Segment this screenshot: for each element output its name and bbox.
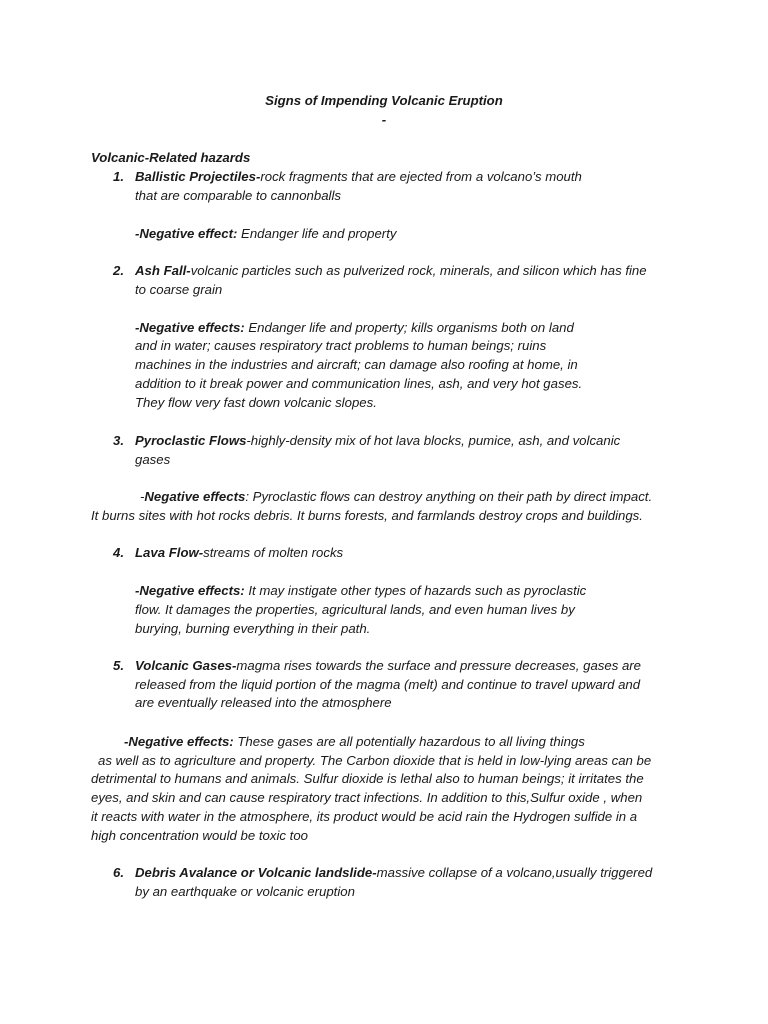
effect-text: flow. It damages the properties, agricultural lands, and even human lives by [135,602,575,617]
effect-text: addition to it break power and communication lines, ash, and very hot gases. [135,376,583,391]
item-desc: massive collapse of a volcano,usually triggered [376,865,653,880]
item-name: Ballistic Projectiles- [135,169,261,184]
item-name: Pyroclastic Flows [135,433,247,448]
item-1-effect [135,224,396,243]
effect-text: Endanger life and property; kills organisms both on land [244,320,574,335]
item-desc: magma rises towards the surface and pressure decreases, gases are [236,658,642,673]
item-5-effect [124,732,585,751]
effect-label: -Negative effects: [124,734,234,749]
item-desc: streams of molten rocks [203,545,344,560]
item-desc: volcanic particles such as pulverized rock, minerals, and silicon which has fine [190,263,647,278]
effect-label: Negative effects [144,489,246,504]
item-2-line-1 [135,261,647,280]
item-6-line-1 [135,863,652,882]
item-desc: are eventually released into the atmosphere [135,695,392,710]
item-desc: that are comparable to cannonballs [135,188,342,203]
effect-text: burying, burning everything in their path. [135,621,371,636]
effect-text: eyes, and skin and can cause respiratory tract infections. In addition to this,Sulfur oxide , when [91,790,643,805]
effect-text: detrimental to humans and animals. Sulfur dioxide is lethal also to human beings; it irritates the [91,771,644,786]
item-number: 2. [113,263,124,278]
title-dash: - [381,112,387,127]
effect-text: : Pyroclastic flows can destroy anything on their path by direct impact. [245,489,653,504]
item-desc: gases [135,452,171,467]
item-name: Lava Flow- [135,545,204,560]
effect-text: and in water; causes respiratory tract problems to human beings; ruins [135,338,547,353]
item-desc: by an earthquake or volcanic eruption [135,884,355,899]
item-4-effect [135,581,586,600]
item-desc: released from the liquid portion of the magma (melt) and continue to travel upward and [135,677,641,692]
effect-text: It burns sites with hot rocks debris. It burns forests, and farmlands destroy crops and buildings. [91,508,643,523]
effect-label: -Negative effects: [135,583,245,598]
item-name: Debris Avalance or Volcanic landslide- [135,865,377,880]
document-title: Signs of Impending Volcanic Eruption [265,93,503,108]
effect-label: -Negative effects: [135,320,245,335]
item-desc: -highly-density mix of hot lava blocks, pumice, ash, and volcanic [246,433,621,448]
item-name: Volcanic Gases- [135,658,237,673]
effect-label: -Negative effect: [135,226,238,241]
effect-text: high concentration would be toxic too [91,828,309,843]
effect-text: These gases are all potentially hazardous to all living things [233,734,585,749]
item-5-line-1 [135,656,641,675]
item-number: 1. [113,169,124,184]
item-3-line-1 [135,431,620,450]
item-4-line-1 [135,543,343,562]
effect-text: They flow very fast down volcanic slopes. [135,395,377,410]
item-3-effect [140,487,652,506]
effect-text: It may instigate other types of hazards such as pyroclastic [244,583,587,598]
item-desc: rock fragments that are ejected from a volcano’s mouth [260,169,582,184]
effect-text: machines in the industries and aircraft; can damage also roofing at home, in [135,357,578,372]
item-number: 3. [113,433,124,448]
effect-text: Endanger life and property [237,226,397,241]
effect-text: as well as to agriculture and property. The Carbon dioxide that is held in low-lying areas can be [98,753,652,768]
item-number: 5. [113,658,124,673]
item-number: 6. [113,865,124,880]
item-desc: to coarse grain [135,282,223,297]
effect-text: it reacts with water in the atmosphere, its product would be acid rain the Hydrogen sulfide in a [91,809,638,824]
item-name: Ash Fall- [135,263,191,278]
effect-prefix: - [140,489,145,504]
item-1-line-1 [135,167,582,186]
item-number: 4. [113,545,124,560]
section-heading: Volcanic-Related hazards [91,150,251,165]
item-2-effect [135,318,574,337]
